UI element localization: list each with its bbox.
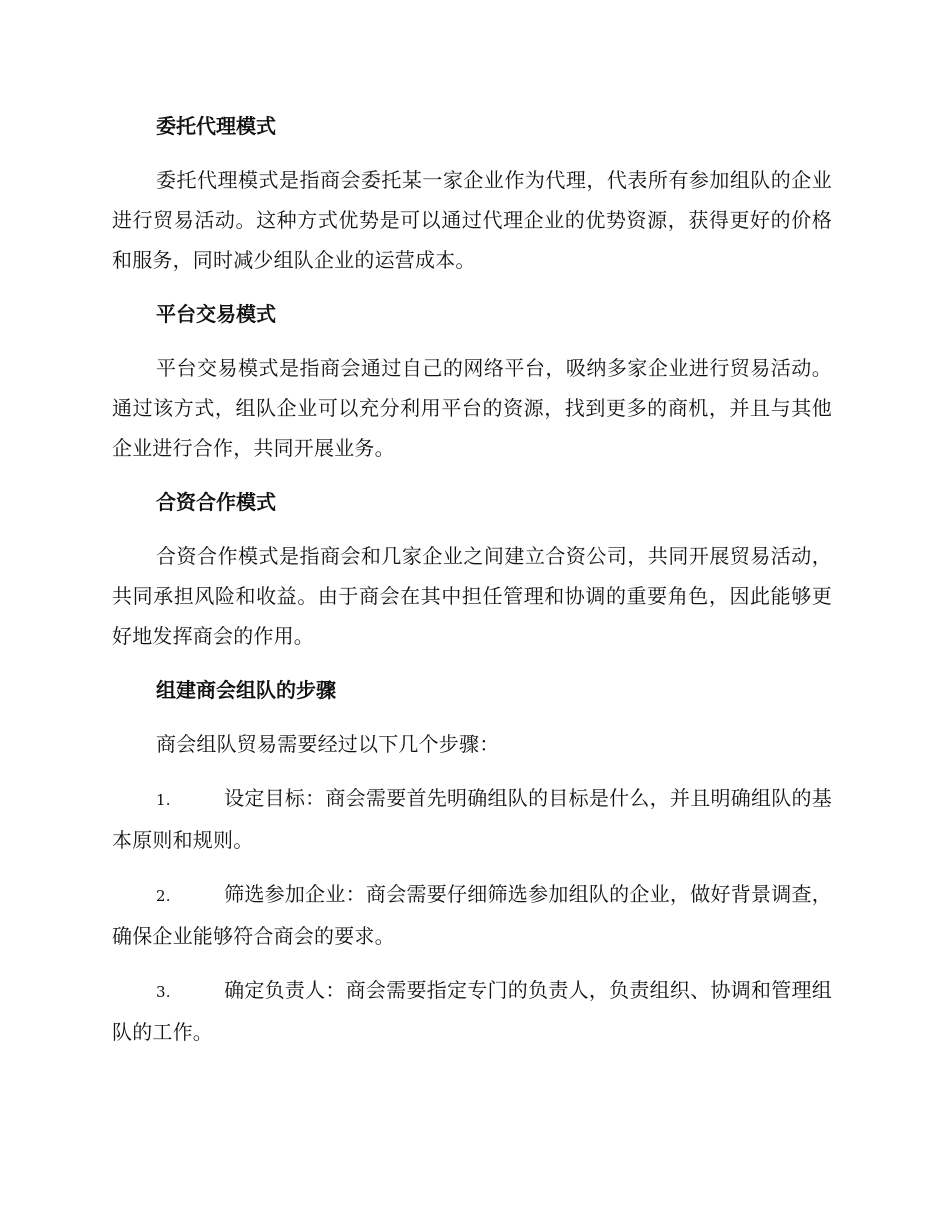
step-number: 1. bbox=[156, 791, 171, 809]
section-heading: 平台交易模式 bbox=[156, 302, 276, 326]
step-item bbox=[112, 874, 832, 956]
section-paragraph: 商会组队贸易需要经过以下几个步骤： bbox=[156, 732, 500, 756]
section-heading: 组建商会组队的步骤 bbox=[156, 678, 336, 702]
step-number: 3. bbox=[156, 983, 171, 1001]
step-item bbox=[112, 970, 832, 1052]
step-number: 2. bbox=[156, 887, 171, 905]
section-heading: 合资合作模式 bbox=[156, 490, 276, 514]
section-platform-trading bbox=[112, 294, 832, 468]
section-paragraph: 委托代理模式是指商会委托某一家企业作为代理，代表所有参加组队的企业进行贸易活动。这种方式优势是可以通过代理企业的优势资源，获得更好的价格和服务，同时减少组队企业的运营成本。 bbox=[112, 168, 832, 272]
section-delegated-agency bbox=[112, 106, 832, 280]
step-item bbox=[112, 778, 832, 860]
section-joint-venture bbox=[112, 482, 832, 656]
step-text: 确定负责人：商会需要指定专门的负责人，负责组织、协调和管理组队的工作。 bbox=[112, 978, 832, 1044]
section-heading: 委托代理模式 bbox=[156, 114, 276, 138]
section-paragraph: 合资合作模式是指商会和几家企业之间建立合资公司，共同开展贸易活动，共同承担风险和收益。由于商会在其中担任管理和协调的重要角色，因此能够更好地发挥商会的作用。 bbox=[112, 544, 832, 648]
section-paragraph: 平台交易模式是指商会通过自己的网络平台，吸纳多家企业进行贸易活动。通过该方式，组队企业可以充分利用平台的资源，找到更多的商机，并且与其他企业进行合作，共同开展业务。 bbox=[112, 356, 832, 460]
step-text: 筛选参加企业：商会需要仔细筛选参加组队的企业，做好背景调查，确保企业能够符合商会的要求。 bbox=[112, 882, 832, 948]
document-page bbox=[112, 106, 832, 1066]
section-steps bbox=[112, 670, 832, 1052]
step-text: 设定目标：商会需要首先明确组队的目标是什么，并且明确组队的基本原则和规则。 bbox=[112, 786, 832, 852]
